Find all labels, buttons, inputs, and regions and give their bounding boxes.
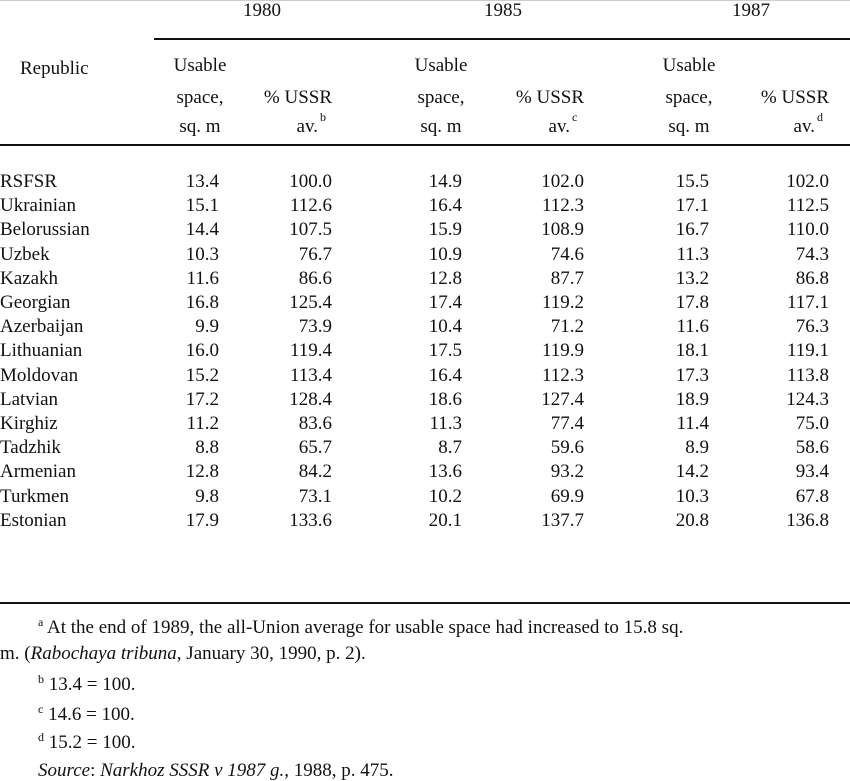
footnote-a-mark: a: [38, 615, 44, 629]
usable-space-header-1985-line1: Usable: [414, 55, 468, 76]
footnote-d-text: 15.2 = 100.: [48, 732, 136, 753]
pct-ussr-cell-1987: 119.1: [786, 340, 829, 362]
usable-space-cell-1987: 17.3: [675, 364, 709, 386]
header-bottom-rule: [0, 144, 850, 146]
pct-ussr-cell-1987: 75.0: [795, 413, 829, 434]
usable-space-cell-1987: 8.9: [685, 437, 709, 459]
pct-ussr-cell-1980: 83.6: [298, 413, 332, 434]
usable-space-cell-1980: 15.2: [185, 364, 219, 386]
source-note: [38, 761, 394, 780]
pct-ussr-cell-1985: 77.4: [550, 413, 584, 434]
pct-ussr-header-1980-footnote-mark: b: [320, 110, 326, 124]
usable-space-cell-1980: 9.9: [195, 316, 219, 338]
republic-name-cell: Latvian: [0, 388, 59, 410]
footnote-c-mark: c: [38, 702, 44, 716]
footnote-a: [38, 615, 684, 638]
source-details: , 1988, p. 475.: [284, 760, 394, 781]
usable-space-cell-1985: 17.5: [428, 340, 462, 362]
usable-space-cell-1987: 11.6: [676, 316, 709, 338]
pct-ussr-cell-1985: 87.7: [550, 267, 584, 289]
pct-ussr-cell-1980: 113.4: [289, 364, 332, 386]
pct-ussr-header-1987-line2: av.: [793, 116, 815, 137]
footnote-c-text: 14.6 = 100.: [48, 704, 135, 725]
usable-space-header-1980-line1: Usable: [173, 55, 227, 76]
usable-space-cell-1980: 11.2: [186, 413, 219, 434]
pct-ussr-cell-1980: 119.4: [289, 340, 332, 362]
footnote-b-text: 13.4 = 100.: [48, 674, 136, 695]
pct-ussr-cell-1980: 125.4: [289, 292, 332, 313]
republic-name-cell: Tadzhik: [0, 437, 61, 459]
pct-ussr-cell-1985: 119.9: [541, 340, 584, 362]
republic-name-cell: Armenian: [0, 461, 76, 483]
usable-space-cell-1980: 8.8: [195, 437, 219, 459]
usable-space-cell-1985: 14.9: [428, 171, 462, 192]
pct-ussr-cell-1987: 136.8: [786, 509, 829, 531]
pct-ussr-header-1980-line1: % USSR: [263, 87, 332, 108]
pct-ussr-cell-1985: 119.2: [541, 292, 584, 313]
pct-ussr-cell-1985: 137.7: [541, 509, 584, 531]
republic-name-cell: Lithuanian: [0, 340, 83, 362]
pct-ussr-cell-1985: 93.2: [550, 461, 584, 483]
usable-space-cell-1985: 16.4: [428, 364, 462, 386]
pct-ussr-cell-1987: 110.0: [786, 219, 829, 241]
usable-space-cell-1987: 15.5: [675, 171, 709, 192]
usable-space-cell-1980: 17.2: [185, 388, 219, 410]
pct-ussr-cell-1980: 86.6: [298, 267, 332, 289]
pct-ussr-header-1980-line2: av.: [296, 116, 318, 137]
usable-space-cell-1987: 18.9: [675, 388, 709, 410]
usable-space-cell-1985: 18.6: [428, 388, 462, 410]
footnote-c: [38, 702, 135, 725]
pct-ussr-cell-1985: 74.6: [550, 243, 584, 265]
pct-ussr-cell-1980: 100.0: [289, 171, 332, 192]
republic-name-cell: Moldovan: [0, 364, 79, 386]
top-rule: [0, 0, 850, 1]
usable-space-cell-1980: 9.8: [195, 485, 219, 507]
usable-space-cell-1985: 13.6: [428, 461, 462, 483]
usable-space-cell-1985: 16.4: [428, 195, 462, 217]
pct-ussr-cell-1980: 73.1: [298, 485, 332, 507]
usable-space-cell-1987: 18.1: [675, 340, 709, 362]
pct-ussr-cell-1980: 112.6: [289, 195, 332, 217]
year-header-rule: [154, 38, 850, 40]
pct-ussr-cell-1980: 133.6: [289, 509, 332, 531]
year-header-1987: 1987: [732, 0, 770, 21]
pct-ussr-cell-1987: 86.8: [795, 267, 829, 289]
pct-ussr-cell-1987: 58.6: [795, 437, 829, 459]
usable-space-cell-1985: 8.7: [438, 437, 462, 459]
usable-space-cell-1987: 20.8: [675, 509, 709, 531]
usable-space-header-1980-line2: space,: [176, 87, 224, 108]
table-bottom-rule: [0, 602, 850, 604]
usable-space-cell-1987: 11.4: [676, 413, 709, 434]
source-title: Narkhoz SSSR v 1987 g.: [100, 760, 285, 781]
usable-space-cell-1987: 17.1: [675, 195, 709, 217]
usable-space-header-1987-line1: Usable: [662, 55, 716, 76]
footnote-d-mark: d: [38, 730, 44, 744]
republic-name-cell: Belorussian: [0, 219, 90, 241]
pct-ussr-cell-1987: 112.5: [786, 195, 829, 217]
footnote-a-line1: At the end of 1989, the all-Union average for usable space had increased to 15.8 sq.: [47, 617, 684, 638]
footnote-a-source-title: Rabochaya tribuna: [30, 643, 177, 664]
pct-ussr-cell-1985: 127.4: [541, 388, 584, 410]
usable-space-cell-1985: 15.9: [428, 219, 462, 241]
republic-name-cell: Turkmen: [0, 485, 69, 507]
pct-ussr-cell-1987: 93.4: [795, 461, 829, 483]
usable-space-header-1985-line3: sq. m: [420, 116, 462, 137]
republic-name-cell: Estonian: [0, 509, 67, 531]
pct-ussr-cell-1987: 117.1: [786, 292, 829, 313]
pct-ussr-cell-1987: 67.8: [795, 485, 829, 507]
usable-space-cell-1985: 11.3: [429, 413, 462, 434]
source-label: Source: [38, 760, 91, 781]
usable-space-header-1987-line3: sq. m: [668, 116, 710, 137]
republic-name-cell: Georgian: [0, 292, 71, 313]
pct-ussr-header-1987-line1: % USSR: [760, 87, 829, 108]
usable-space-header-1980-line3: sq. m: [179, 116, 221, 137]
footnote-b-mark: b: [38, 672, 44, 686]
republic-name-cell: Kazakh: [0, 267, 59, 289]
usable-space-cell-1980: 12.8: [185, 461, 219, 483]
republic-name-cell: Uzbek: [0, 243, 50, 265]
footnote-a-line2-pre: m. (: [0, 643, 31, 664]
usable-space-cell-1980: 10.3: [185, 243, 219, 265]
usable-space-cell-1980: 17.9: [185, 509, 219, 531]
republic-name-cell: Azerbaijan: [0, 316, 84, 338]
republic-name-cell: Kirghiz: [0, 413, 58, 434]
pct-ussr-header-1987-footnote-mark: d: [817, 110, 823, 124]
usable-space-cell-1985: 10.9: [428, 243, 462, 265]
source-colon: :: [90, 760, 96, 781]
usable-space-cell-1980: 15.1: [185, 195, 219, 217]
pct-ussr-cell-1985: 69.9: [550, 485, 584, 507]
pct-ussr-cell-1985: 108.9: [541, 219, 584, 241]
usable-space-cell-1980: 16.0: [185, 340, 219, 362]
usable-space-cell-1985: 10.2: [428, 485, 462, 507]
year-header-1980: 1980: [243, 0, 281, 21]
pct-ussr-cell-1985: 102.0: [541, 171, 584, 192]
usable-space-header-1985-line2: space,: [417, 87, 465, 108]
usable-space-cell-1987: 16.7: [675, 219, 709, 241]
pct-ussr-cell-1987: 102.0: [786, 171, 829, 192]
footnote-b: [38, 672, 136, 695]
footnote-a-line2-post: , January 30, 1990, p. 2).: [176, 643, 366, 664]
pct-ussr-header-1985-line2: av.: [548, 116, 570, 137]
pct-ussr-cell-1987: 124.3: [786, 388, 829, 410]
pct-ussr-cell-1987: 113.8: [786, 364, 829, 386]
republic-name-cell: RSFSR: [0, 171, 58, 192]
republic-name-cell: Ukrainian: [0, 195, 76, 217]
pct-ussr-header-1985-footnote-mark: c: [572, 110, 578, 124]
usable-space-cell-1985: 12.8: [428, 267, 462, 289]
pct-ussr-cell-1980: 107.5: [289, 219, 332, 241]
pct-ussr-cell-1980: 73.9: [298, 316, 332, 338]
usable-space-cell-1987: 14.2: [675, 461, 709, 483]
pct-ussr-cell-1985: 112.3: [541, 364, 584, 386]
usable-space-cell-1987: 10.3: [675, 485, 709, 507]
pct-ussr-cell-1980: 128.4: [289, 388, 332, 410]
pct-ussr-cell-1980: 84.2: [298, 461, 332, 483]
footnote-d: [38, 730, 136, 753]
usable-space-cell-1987: 13.2: [675, 267, 709, 289]
usable-space-header-1987-line2: space,: [665, 87, 713, 108]
usable-space-cell-1980: 13.4: [185, 171, 219, 192]
usable-space-cell-1987: 11.3: [676, 243, 709, 265]
usable-space-cell-1980: 16.8: [185, 292, 219, 313]
pct-ussr-cell-1985: 112.3: [541, 195, 584, 217]
pct-ussr-cell-1985: 71.2: [550, 316, 584, 338]
usable-space-cell-1985: 17.4: [428, 292, 462, 313]
usable-space-cell-1985: 10.4: [428, 316, 462, 338]
usable-space-cell-1985: 20.1: [428, 509, 462, 531]
usable-space-cell-1980: 14.4: [185, 219, 219, 241]
pct-ussr-cell-1987: 74.3: [795, 243, 829, 265]
republic-column-header: Republic: [20, 58, 89, 79]
pct-ussr-cell-1987: 76.3: [795, 316, 829, 338]
year-header-1985: 1985: [484, 0, 522, 21]
pct-ussr-cell-1980: 76.7: [298, 243, 332, 265]
pct-ussr-cell-1985: 59.6: [550, 437, 584, 459]
usable-space-cell-1987: 17.8: [675, 292, 709, 313]
pct-ussr-header-1985-line1: % USSR: [515, 87, 584, 108]
footnote-a-continued: [0, 644, 366, 663]
usable-space-cell-1980: 11.6: [186, 267, 219, 289]
pct-ussr-cell-1980: 65.7: [298, 437, 332, 459]
